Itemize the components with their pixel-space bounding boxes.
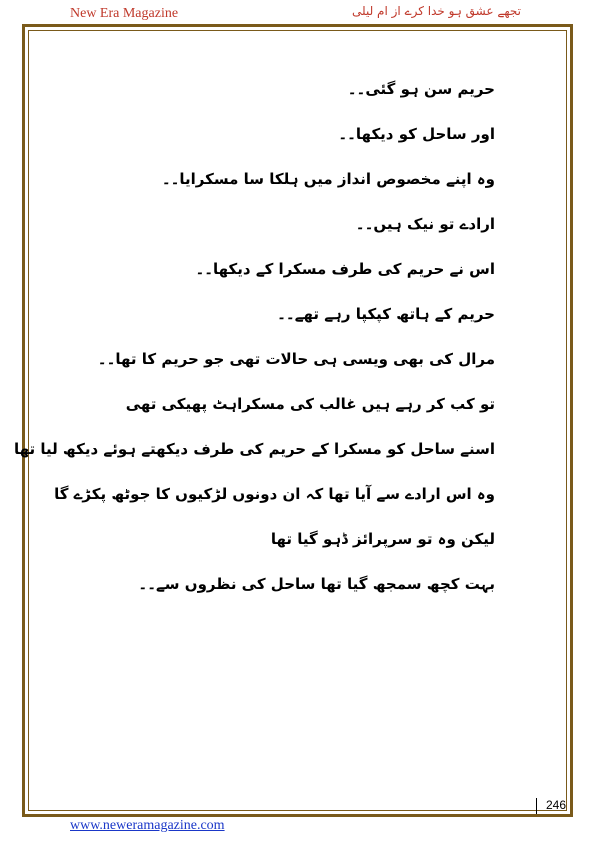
text-line: حریم کے ہاتھ کپکپا رہے تھے۔۔ [277,305,495,323]
text-line: وہ اس ارادے سے آیا تھا کہ ان دونوں لڑکیوں کا جوٹھ پکڑے گا [54,485,495,503]
page-header [0,0,595,24]
text-line: وہ اپنے مخصوص انداز میں ہلکا سا مسکرایا۔۔ [161,170,495,188]
story-text [13,78,495,618]
text-line: حریم سن ہو گئی۔۔ [347,80,495,98]
book-title: تجھے عشق ہو خدا کرے از ام لیلی [351,4,521,18]
text-line: مرال کی بھی ویسی ہی حالات تھی جو حریم کا تھا۔۔ [97,350,495,368]
text-line: اس نے حریم کی طرف مسکرا کے دیکھا۔۔ [195,260,495,278]
text-line: بہت کچھ سمجھ گیا تھا ساحل کی نظروں سے۔۔ [138,575,495,593]
text-line: اور ساحل کو دیکھا۔۔ [338,125,495,143]
text-line: اسنے ساحل کو مسکرا کے حریم کی طرف دیکھتے ہوئے دیکھ لیا تھا [13,440,495,458]
website-link[interactable]: www.neweramagazine.com [70,818,225,833]
page-number: 246 [546,798,567,812]
text-line: تو کب کر رہے ہیں غالب کی مسکراہٹ پھیکی تھی [125,395,495,413]
text-line: ارادے تو نیک ہیں۔۔ [355,215,495,233]
text-line: لیکن وہ تو سرپرائز ڈہو گیا تھا [270,530,495,548]
page-number-divider [536,798,537,814]
magazine-name: New Era Magazine [70,6,179,21]
